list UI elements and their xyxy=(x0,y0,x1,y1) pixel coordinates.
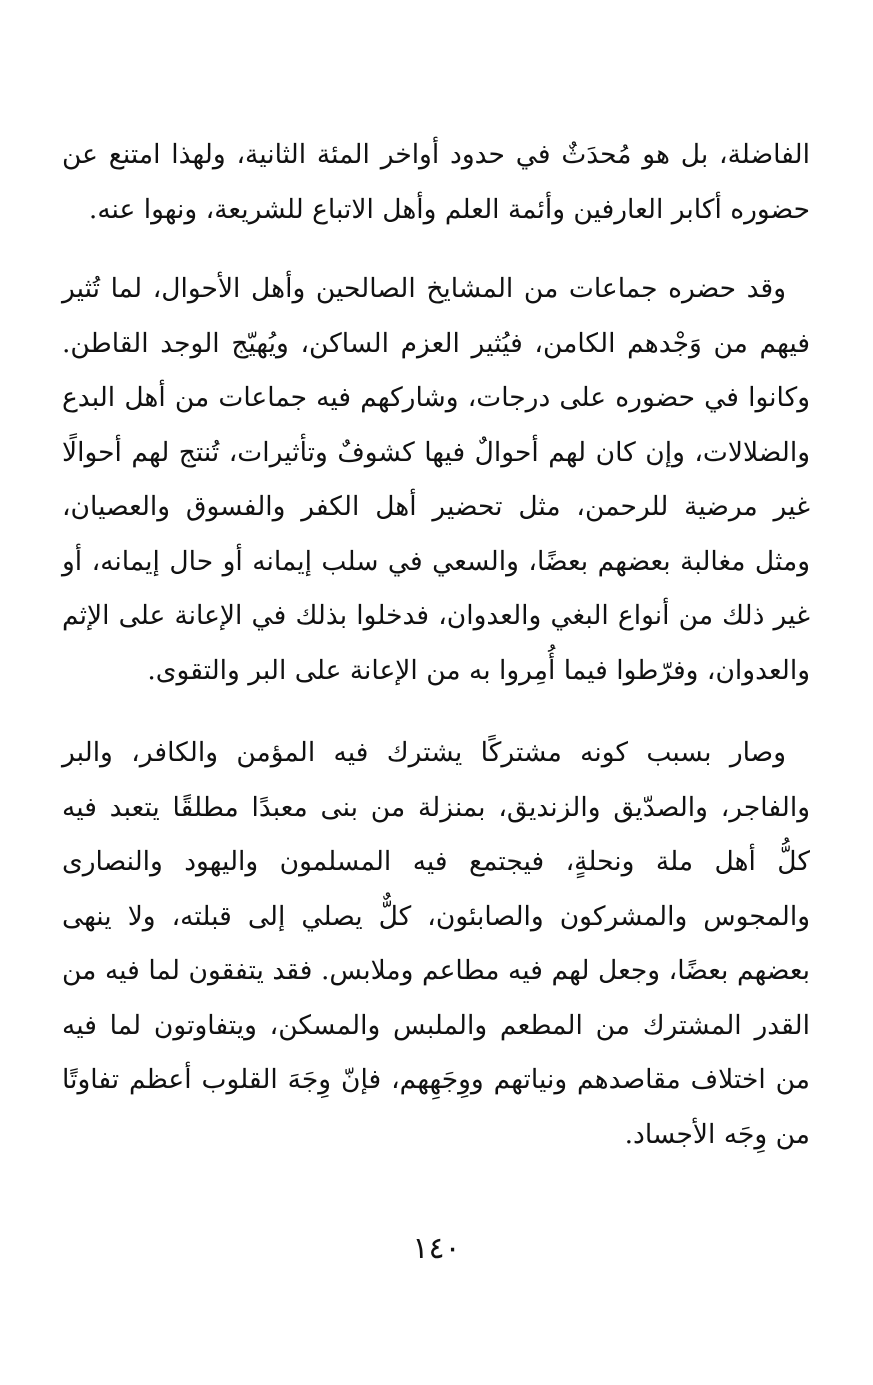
paragraph-2: وقد حضره جماعات من المشايخ الصالحين وأهل الأحوال، لما تُثير فيهم من وَجْدهم الكامن، فيُثير العزم الساكن، ويُهيّج الوجد القاطن. وكانوا في حضوره على درجات، وشاركهم فيه جماعات من أهل البدع والضلالات، وإن كان لهم أحوالٌ فيها كشوفٌ وتأثيرات، تُنتج لهم أحوالًا غير مرضية للرحمن، مثل تحضير أهل الكفر والفسوق والعصيان، ومثل مغالبة بعضهم بعضًا، والسعي في سلب إيمانه أو حال إيمانه، أو غير ذلك من أنواع البغي والعدوان، فدخلوا بذلك في الإعانة على الإثم والعدوان، وفرّطوا فيما أُمِروا به من الإعانة على البر والتقوى. xyxy=(62,273,810,686)
paragraph-3: وصار بسبب كونه مشتركًا يشترك فيه المؤمن والكافر، والبر والفاجر، والصدّيق والزنديق، بمنزلة من بنى معبدًا مطلقًا يتعبد فيه كلُّ أهل ملة ونحلةٍ، فيجتمع فيه المسلمون واليهود والنصارى والمجوس والمشركون والصابئون، كلٌّ يصلي إلى قبلته، ولا ينهى بعضهم بعضًا، وجعل لهم فيه مطاعم وملابس. فقد يتفقون لما فيه من القدر المشترك من المطعم والملبس والمسكن، ويتفاوتون لما فيه من اختلاف مقاصدهم ونياتهم ووِجَهِهم، فإنّ وِجَهَ القلوب أعظم تفاوتًا من وِجَه الأجساد. xyxy=(62,737,810,1150)
page-number: ١٤٠ xyxy=(412,1231,461,1266)
paragraph-1: الفاضلة، بل هو مُحدَثٌ في حدود أواخر المئة الثانية، ولهذا امتنع عن حضوره أكابر العارفين وأئمة العلم وأهل الاتباع للشريعة، ونهوا عنه. xyxy=(62,139,810,225)
page-body xyxy=(62,128,810,1162)
